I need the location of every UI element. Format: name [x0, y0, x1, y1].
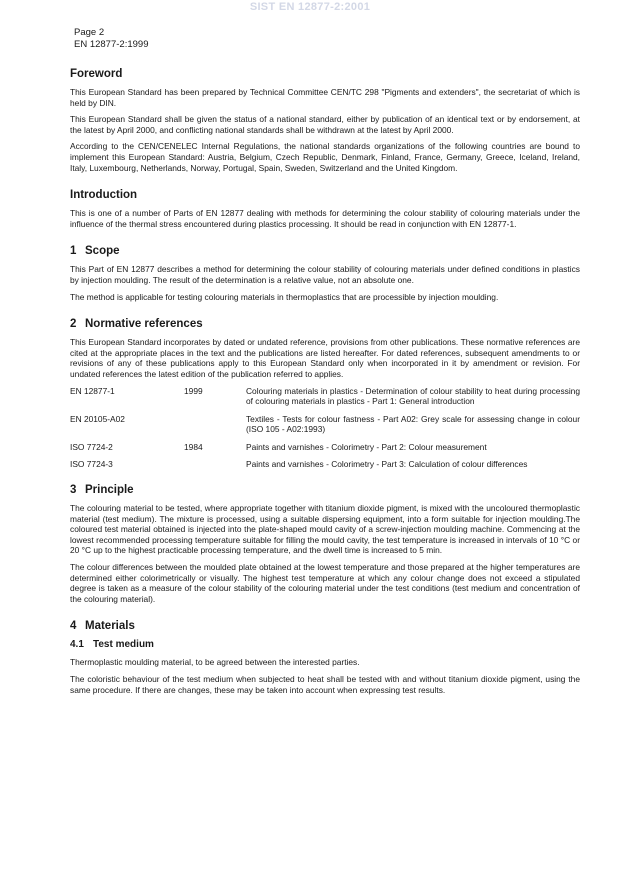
section-title	[70, 244, 580, 258]
paragraph: The colour differences between the moulded plate obtained at the lowest temperature and those prepared at the higher temperatures are determined either colorimetrically or visually. The highest test temperature at which any colour change does not exceed a stipulated degree is taken as a measure of the colour stability of the colouring material under the test conditions (test medium and concentration of the colouring material).	[70, 562, 580, 604]
paragraph: This European Standard incorporates by dated or undated reference, provisions from other publications. These normative references are cited at the appropriate places in the text and the publications are listed hereafter. For dated references, subsequent amendments to or revisions of any of these publications apply to this European Standard only when incorporated in it by amendment or revision. For undated references the latest edition of the publication referred to applies.	[70, 337, 580, 379]
table-row	[70, 414, 580, 442]
ref-year	[184, 459, 246, 477]
paragraph: Thermoplastic moulding material, to be agreed between the interested parties.	[70, 657, 360, 668]
section-title	[70, 619, 580, 633]
ref-code: ISO 7724-2	[70, 441, 113, 452]
subsection-number: 4.1	[70, 639, 84, 651]
section-title	[70, 317, 580, 331]
section-title	[70, 483, 580, 497]
section-title: Foreword	[70, 68, 123, 80]
ref-title: Colouring materials in plastics - Determination of colour stability to heat during processing of colouring materials in plastics - Part 1: General introduction	[246, 385, 580, 407]
table-row	[70, 459, 580, 477]
table-row	[70, 386, 580, 414]
paragraph: The method is applicable for testing colouring materials in thermoplastics that are processible by injection moulding.	[70, 291, 499, 302]
section-title-text: Normative references	[85, 318, 203, 331]
document-body	[70, 62, 580, 701]
page-number: Page 2	[74, 27, 105, 38]
paragraph: This European Standard shall be given the status of a national standard, either by publication of an identical text or by endorsement, at the latest by April 2000, and conflicting national standards shall be withdrawn at the latest by April 2000.	[70, 114, 580, 135]
section-number: 4	[70, 620, 77, 633]
ref-code: EN 12877-1	[70, 385, 115, 396]
foreword-section	[70, 67, 580, 173]
section-number: 1	[70, 245, 77, 258]
paragraph: The colouring material to be tested, where appropriate together with titanium dioxide pigment, is mixed with the uncoloured thermoplastic material (test medium). The mixture is processed, using a suitable dispersing equipment, into a form suitable for injection moulding.The coloured test material obtained is injected into the plate-shaped mould cavity of a screw-injection moulding machine. Commencing at the lowest recommended processing temperature suitable for filling the mould cavity, the test temperature is increased in intervals of 10 °C or 20 °C up to the highest practicable processing temperature, and the dwell time is increased to 5 min.	[70, 503, 580, 556]
section-title: Introduction	[70, 189, 138, 202]
ref-title: Textiles - Tests for colour fastness - Part A02: Grey scale for assessing change in colour (ISO 105 - A02:1993)	[246, 413, 580, 435]
subsection-title-text: Test medium	[93, 639, 154, 651]
paragraph: This is one of a number of Parts of EN 12877 dealing with methods for determining the colour stability of colouring materials under the influence of the thermal stress encountered during plastics processing. It should be read in conjunction with EN 12877-1.	[70, 208, 580, 229]
watermark: SIST EN 12877-2:2001	[249, 1, 371, 13]
ref-title: Paints and varnishes - Colorimetry - Part 2: Colour measurement	[246, 441, 487, 452]
table-row	[70, 442, 580, 460]
scope-section	[70, 244, 580, 302]
subsection-title	[70, 639, 580, 651]
normative-references-section	[70, 317, 580, 477]
section-number: 2	[70, 318, 77, 331]
materials-section	[70, 619, 580, 695]
paragraph: This Part of EN 12877 describes a method for determining the colour stability of colouring materials under defined conditions in plastics by injection moulding. The result of the determination is a relative value, not an absolute one.	[70, 264, 580, 285]
section-title-text: Scope	[85, 245, 120, 258]
section-number: 3	[70, 484, 77, 497]
page-header	[74, 27, 148, 51]
document-id: EN 12877-2:1999	[74, 39, 149, 50]
ref-year: 1984	[184, 441, 203, 452]
paragraph: The coloristic behaviour of the test medium when subjected to heat shall be tested with and without titanium dioxide pigment, using the same procedure. If there are changes, these may be taken into account when expressing test results.	[70, 674, 580, 695]
ref-code: EN 20105-A02	[70, 413, 125, 424]
ref-code: ISO 7724-3	[70, 459, 113, 470]
section-title-text: Principle	[85, 484, 134, 497]
introduction-section	[70, 188, 580, 229]
principle-section	[70, 483, 580, 604]
paragraph: According to the CEN/CENELEC Internal Regulations, the national standards organizations of the following countries are bound to implement this European Standard: Austria, Belgium, Czech Republic, Denmark, Finland, France, Germany, Greece, Iceland, Ireland, Italy, Luxembourg, Netherlands, Norway, Portugal, Spain, Sweden, Switzerland and the United Kingdom.	[70, 141, 580, 173]
paragraph: This European Standard has been prepared by Technical Committee CEN/TC 298 "Pigments and extenders", the secretariat of which is held by DIN.	[70, 87, 580, 108]
ref-year	[184, 414, 246, 442]
references-table	[70, 386, 580, 478]
section-title-text: Materials	[85, 620, 135, 633]
ref-title: Paints and varnishes - Colorimetry - Part 3: Calculation of colour differences	[246, 459, 528, 470]
ref-year: 1999	[184, 385, 203, 396]
